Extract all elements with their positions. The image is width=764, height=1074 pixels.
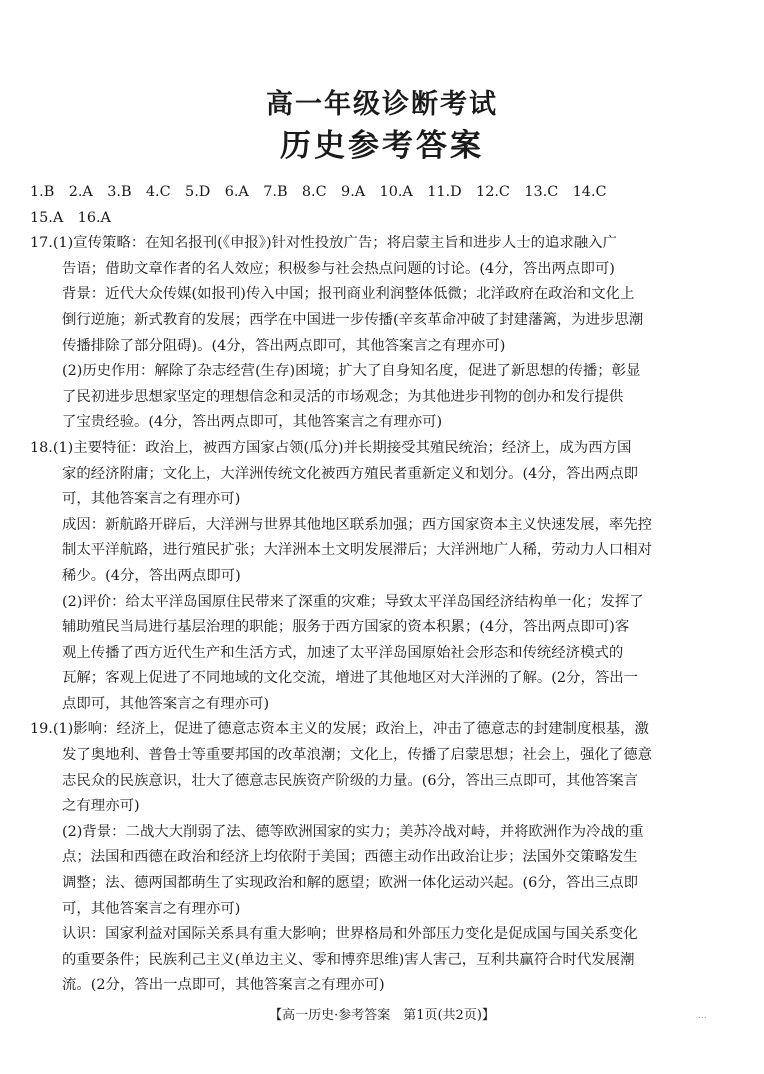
answer-line: 了民初进步思想家坚定的理想信念和灵活的市场观念；为其他进步刊物的创办和发行提供 [62,388,624,405]
page-footer: 【高一历史·参考答案 第1页(共2页)】 [269,1008,495,1023]
answer-line: 告语；借助文章作者的名人效应；积极参与社会热点问题的讨论。(4分，答出两点即可) [62,260,615,277]
answer-line: 制太平洋航路，进行殖民扩张；大洋洲本土文明发展滞后；大洋洲地广人稀，劳动力人口相对 [62,542,653,559]
answer-line: 点；法国和西德在政治和经济上均依附于美国；西德主动作出政治让步；法国外交策略发生 [62,849,638,866]
answer-line: 可，其他答案言之有理亦可) [62,900,241,917]
answer-line: 17.(1)宣传策略：在知名报刊(《申报》)针对性投放广告；将启蒙主旨和进步人士的追求融入广 [30,235,617,252]
answer-line: 观上传播了西方近代生产和生活方式，加速了太平洋岛国原始社会形态和传统经济模式的 [62,644,624,661]
answer-line: 志民众的民族意识，壮大了德意志民族资产阶级的力量。(6分，答出三点即可，其他答案言 [62,772,639,789]
answer-line: 家的经济附庸；文化上，大洋洲传统文化被西方殖民者重新定义和划分。(4分，答出两点即 [62,465,639,482]
answer-line: 瓦解；客观上促进了不同地域的文化交流，增进了其他地区对大洋洲的了解。(2分，答出一 [62,670,639,687]
answer-line: 传播排除了部分阻碍)。(4分，答出两点即可，其他答案言之有理亦可) [62,337,506,354]
answer-content [30,180,730,999]
answer-line: 辅助殖民当局进行基层治理的职能；服务于西方国家的资本积累；(4分，答出两点即可)客 [62,619,630,636]
answer-line: 发了奥地利、普鲁士等重要邦国的改革浪潮；文化上，传播了启蒙思想；社会上，强化了德意 [62,747,653,764]
answer-line: 成因：新航路开辟后，大洋洲与世界其他地区联系加强；西方国家资本主义快速发展，率先控 [62,516,653,533]
corner-mark: ... [698,1011,707,1021]
answer-line: 倒行逆施；新式教育的发展；西学在中国进一步传播(辛亥革命冲破了封建藩篱，为进步思潮 [62,311,644,328]
answer-line: (2)评价：给太平洋岛国原住民带来了深重的灾难；导致太平洋岛国经济结构单一化；发挥了 [62,593,644,610]
answer-line: (2)背景：二战大大削弱了法、德等欧洲国家的实力；美苏冷战对峙，并将欧洲作为冷战的重 [62,823,644,840]
answer-line: 认识：国家利益对国际关系具有重大影响；世界格局和外部压力变化是促成国与国关系变化 [62,926,638,943]
answer-line: 的重要条件；民族利己主义(单边主义、零和博弈思维)害人害己，互利共赢符合时代发展潮 [62,951,635,968]
answer-line: 调整；法、德两国都萌生了实现政治和解的愿望；欧洲一体化运动兴起。(6分，答出三点即 [62,875,639,892]
answer-line: 之有理亦可) [62,798,140,815]
answer-line: 可，其他答案言之有理亦可) [62,491,241,508]
answer-line: 稀少。(4分，答出两点即可) [62,567,241,584]
answer-line: 18.(1)主要特征：政治上，被西方国家占领(瓜分)并长期接受其殖民统治；经济上，成为西方国 [30,439,632,456]
answer-line: 19.(1)影响：经济上，促进了德意志资本主义的发展；政治上，冲击了德意志的封建制度根基，激 [30,721,649,738]
answer-line: 1.B 2.A 3.B 4.C 5.D 6.A 7.B 8.C 9.A 10.A 11.D 12.C 13.C 14.C [30,184,607,200]
answer-line: 点即可，其他答案言之有理亦可) [62,695,270,712]
exam-title: 高一年级诊断考试 [266,89,498,120]
answer-line: 15.A 16.A [30,209,111,226]
answer-line: (2)历史作用：解除了杂志经营(生存)困境；扩大了自身知名度，促进了新思想的传播；彰显 [62,363,641,380]
answer-line: 流。(2分，答出一点即可，其他答案言之有理亦可) [62,977,385,994]
answer-line: 了宝贵经验。(4分，答出两点即可，其他答案言之有理亦可) [62,414,443,431]
answer-key-title: 历史参考答案 [280,128,484,164]
answer-line: 背景：近代大众传媒(如报刊)传入中国；报刊商业利润整体低微；北洋政府在政治和文化上 [62,286,635,303]
